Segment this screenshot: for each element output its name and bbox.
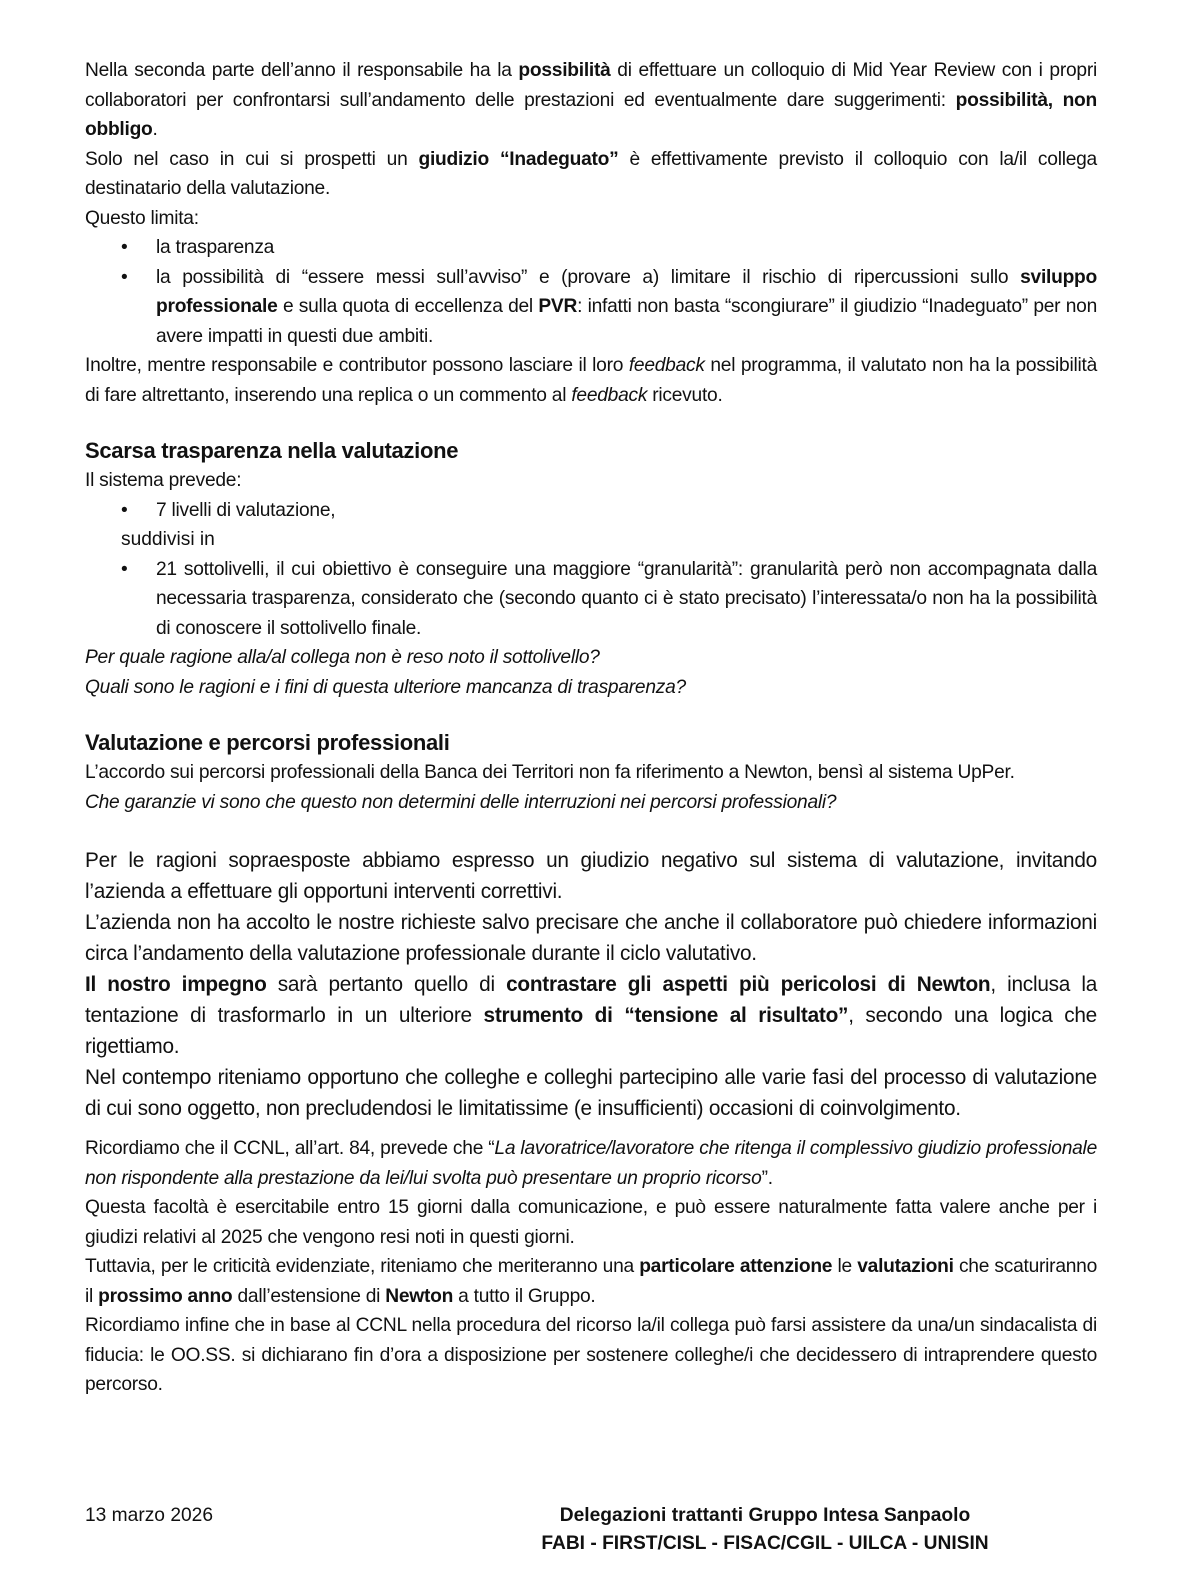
document-date: 13 marzo 2026 — [85, 1505, 213, 1526]
section1-between-text: suddivisi in — [121, 529, 215, 550]
bullet-icon: • — [121, 237, 128, 258]
conclusion-paragraph-3: Il nostro impegno sarà pertanto quello di contrastare gli aspetti più pericolosi di Newton, inclusa la tentazione di trasformarlo in un ulteriore strumento di “tensione al risultato”, secondo una logica che rigettiamo. — [85, 973, 1098, 1058]
intro-bullet-list — [85, 233, 1097, 351]
closing-paragraph-1: Ricordiamo che il CCNL, all’art. 84, prevede che “La lavoratrice/lavoratore che ritenga il complessivo giudizio professionale non rispondente alla prestazione da lei/lui svolta può presentare un proprio ricorso”. — [85, 1138, 1097, 1189]
closing-paragraph-2: Questa facoltà è esercitabile entro 15 giorni dalla comunicazione, e può essere naturalmente fatta valere anche per i giudizi relativi al 2025 che vengono resi noti in questi giorni. — [85, 1197, 1097, 1248]
closing-paragraph-4: Ricordiamo infine che in base al CCNL nella procedura del ricorso la/il collega può farsi assistere da una/un sindacalista di fiducia: le OO.SS. si dichiarano fin d’ora a disposizione per sostenere colleghe/i che decidessero di intraprendere questo percorso. — [85, 1315, 1097, 1395]
signature-block — [525, 1502, 1005, 1558]
intro-paragraph-1: Nella seconda parte dell’anno il responsabile ha la possibilità di effettuare un colloquio di Mid Year Review con i propri collaboratori per confrontarsi sull’andamento delle prestazioni ed eventualmente dare suggerimenti: possibilità, non obbligo. — [85, 60, 1097, 140]
document-page — [85, 56, 1097, 1400]
signature-line-2: FABI - FIRST/CISL - FISAC/CGIL - UILCA - UNISIN — [541, 1533, 989, 1554]
intro-paragraph-3: Questo limita: — [85, 207, 199, 229]
conclusion-paragraph-4: Nel contempo riteniamo opportuno che colleghe e colleghi partecipino alle varie fasi del processo di valutazione di cui sono oggetto, non precludendosi le limitatissime (e insufficienti) occasioni di coinvolgimento. — [85, 1066, 1097, 1120]
bullet-icon: • — [121, 558, 128, 580]
list-item: • la possibilità di “essere messi sull’avviso” e (provare a) limitare il rischio di ripercussioni sullo sviluppo professionale e sulla quota di eccellenza del PVR: infatti non basta “scongiurare” il giudizio “Inadeguato” per non avere impatti in questi due ambiti. — [85, 263, 1097, 352]
section1-bullet-list-2 — [85, 555, 1097, 644]
bullet-icon: • — [121, 499, 128, 521]
list-item: • la trasparenza — [85, 233, 1097, 263]
bullet-icon: • — [121, 266, 128, 288]
closing-paragraph-3: Tuttavia, per le criticità evidenziate, riteniamo che meriteranno una particolare attenzione le valutazioni che scaturiranno il prossimo anno dall’estensione di Newton a tutto il Gruppo. — [85, 1256, 1097, 1307]
section1-lead: Il sistema prevede: — [85, 470, 242, 491]
conclusion-paragraph-1: Per le ragioni sopraesposte abbiamo espresso un giudizio negativo sul sistema di valutazione, invitando l’azienda a effettuare gli opportuni interventi correttivi. — [85, 849, 1097, 903]
section-heading-percorsi: Valutazione e percorsi professionali — [85, 730, 450, 755]
section2-question: Che garanzie vi sono che questo non determini delle interruzioni nei percorsi professionali? — [85, 791, 837, 813]
signature-line-1: Delegazioni trattanti Gruppo Intesa Sanpaolo — [559, 1505, 971, 1526]
section-heading-trasparenza: Scarsa trasparenza nella valutazione — [85, 438, 459, 463]
conclusion-paragraph-2: L’azienda non ha accolto le nostre richieste salvo precisare che anche il collaboratore può chiedere informazioni circa l’andamento della valutazione professionale durante il ciclo valutativo. — [85, 911, 1097, 965]
intro-paragraph-2: Solo nel caso in cui si prospetti un giudizio “Inadeguato” è effettivamente previsto il colloquio con la/il collega destinatario della valutazione. — [85, 148, 1097, 199]
intro-paragraph-4: Inoltre, mentre responsabile e contributor possono lasciare il loro feedback nel programma, il valutato non ha la possibilità di fare altrettanto, inserendo una replica o un commento al feedback ricevuto. — [85, 355, 1097, 406]
section1-question-2: Quali sono le ragioni e i fini di questa ulteriore mancanza di trasparenza? — [85, 676, 686, 698]
section1-question-1: Per quale ragione alla/al collega non è reso noto il sottolivello? — [85, 647, 600, 668]
list-item: • 21 sottolivelli, il cui obiettivo è conseguire una maggiore “granularità”: granularità però non accompagnata dalla necessaria trasparenza, considerato che (secondo quanto ci è stato precisato) l’interessata/o non ha la possibilità di conoscere il sottolivello finale. — [85, 555, 1097, 644]
list-item: • 7 livelli di valutazione, — [85, 496, 1097, 526]
section2-paragraph: L’accordo sui percorsi professionali della Banca dei Territori non fa riferimento a Newton, bensì al sistema UpPer. — [85, 762, 1015, 783]
section1-bullet-list — [85, 496, 1097, 526]
